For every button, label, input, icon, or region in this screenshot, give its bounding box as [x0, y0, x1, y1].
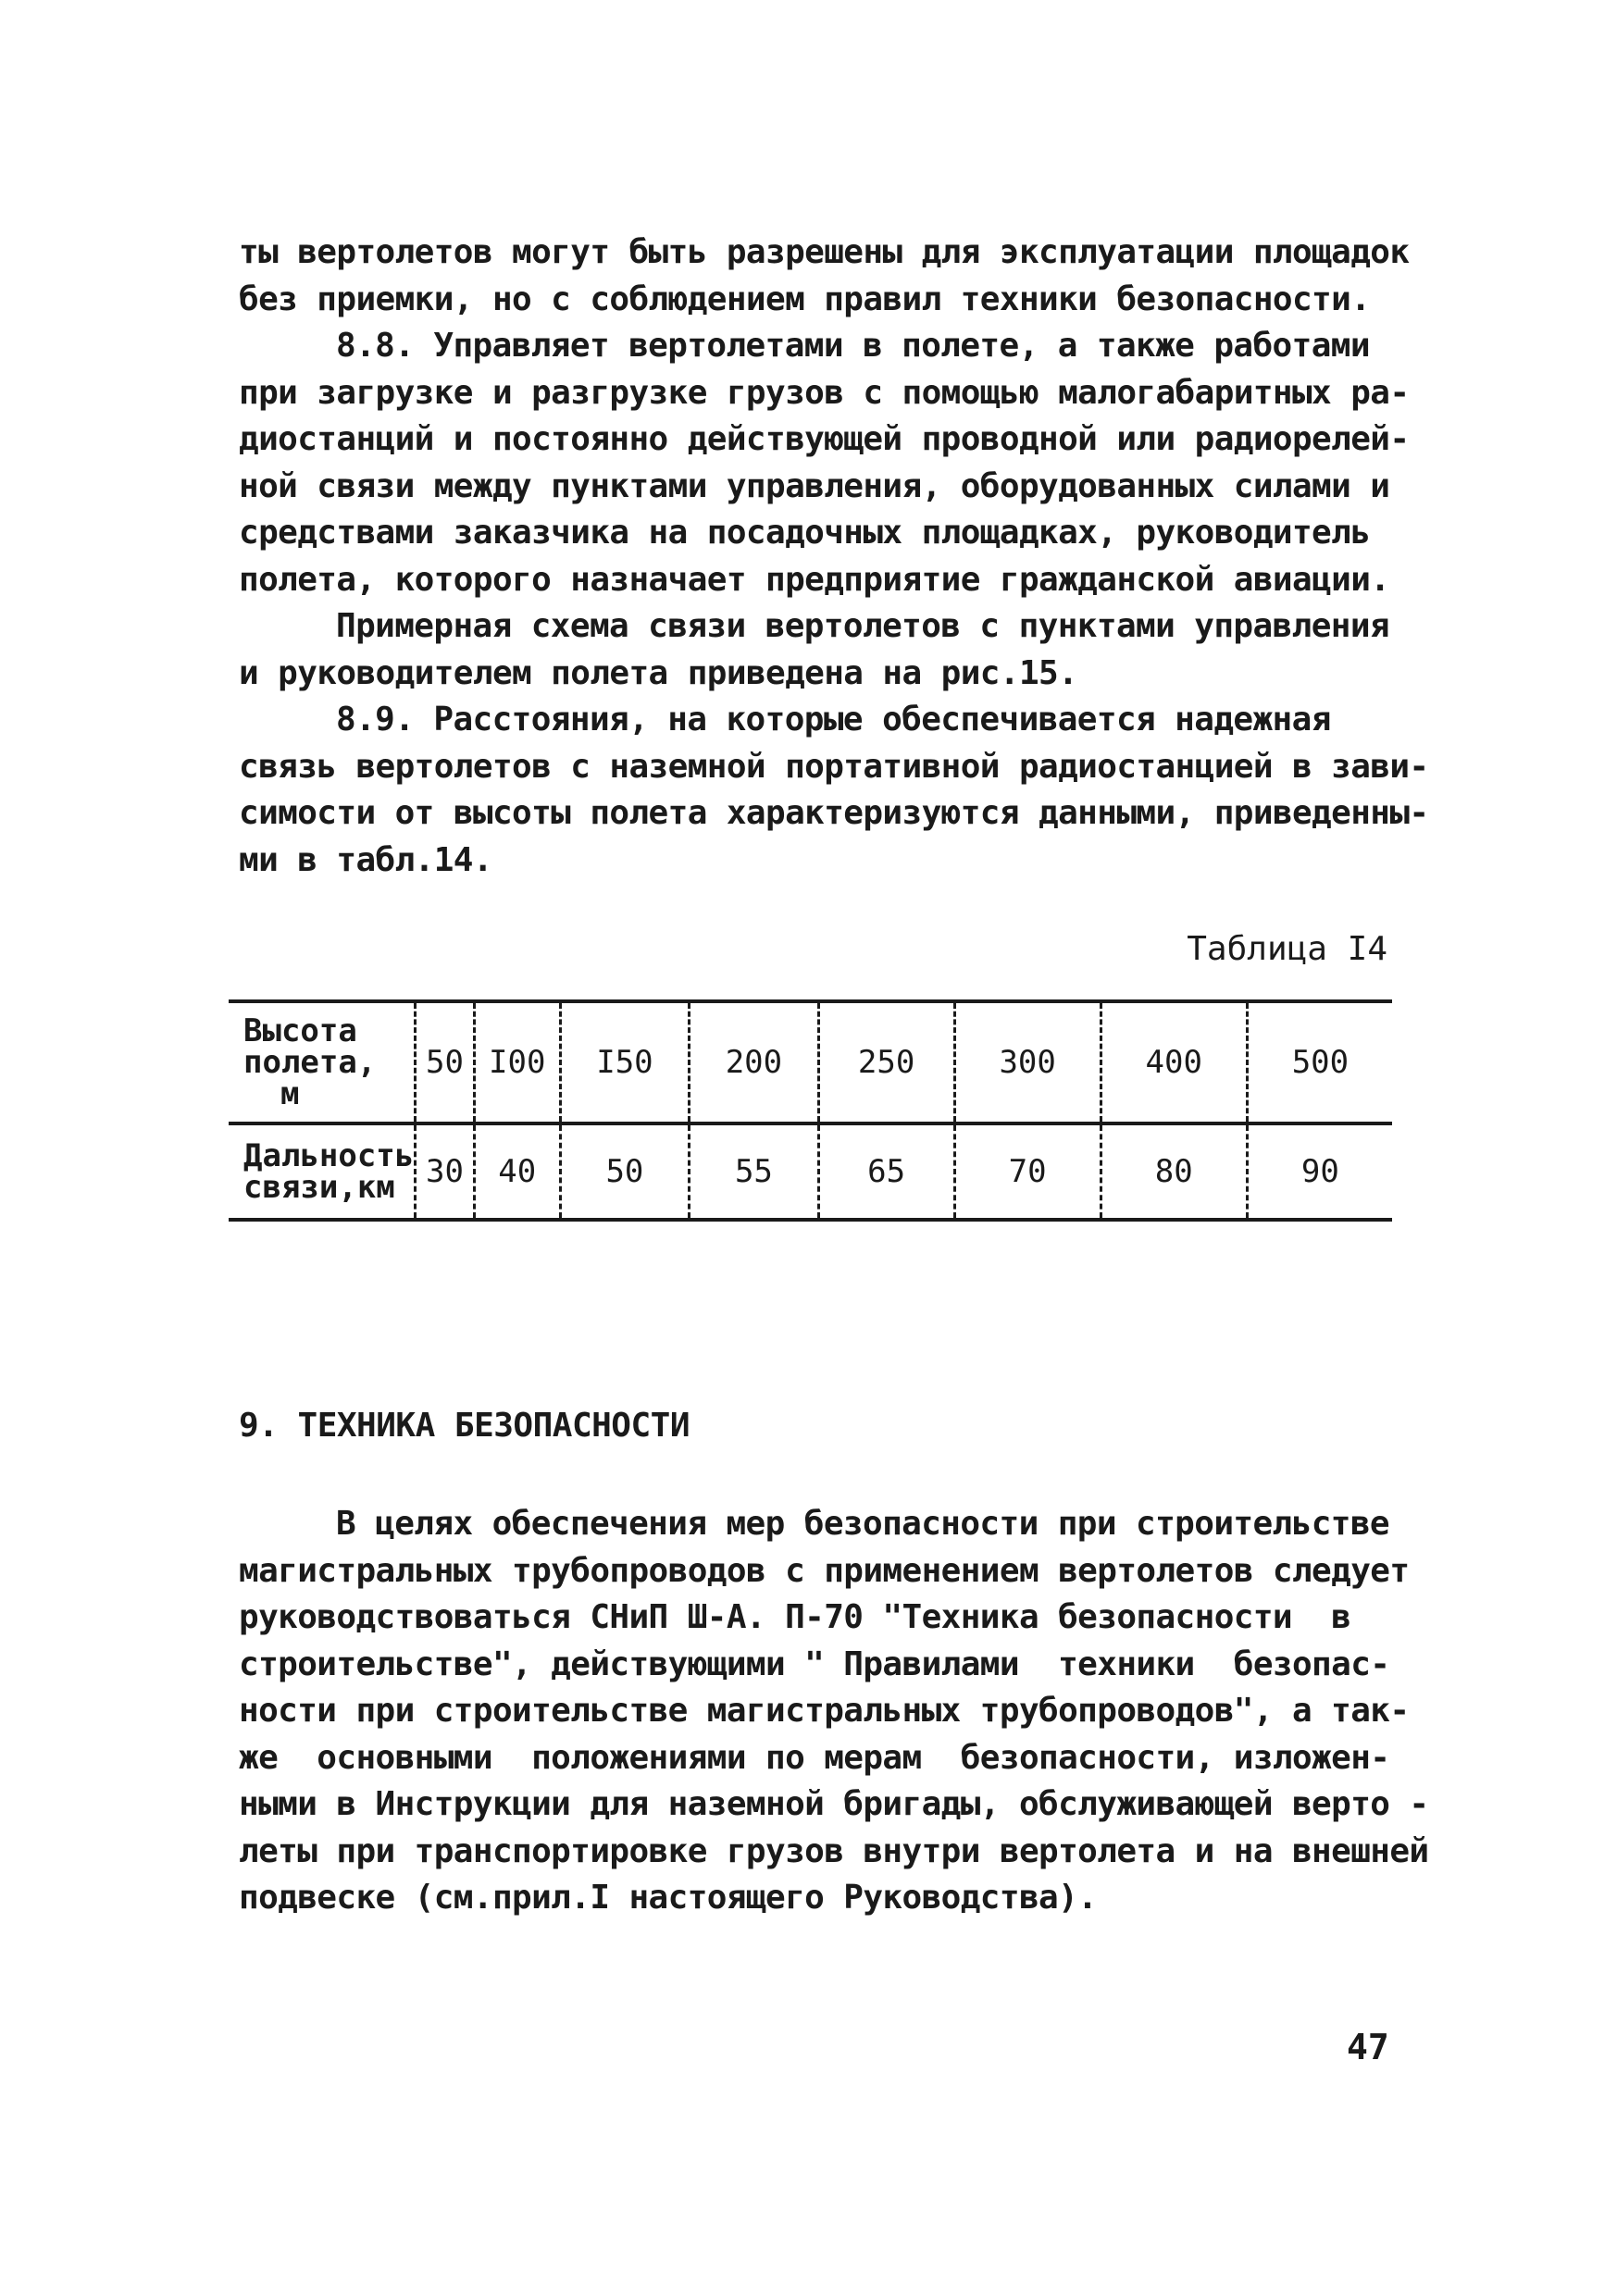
text-line: средствами заказчика на посадочных площадках, руководитель: [239, 514, 1371, 552]
table-cell: 50: [560, 1123, 689, 1220]
text-line: диостанций и постоянно действующей проводной или радиорелей-: [239, 420, 1410, 458]
table-cell: 300: [954, 1001, 1101, 1123]
text-line: симости от высоты полета характеризуются данными, приведенны-: [239, 794, 1429, 832]
text-line: леты при транспортировке грузов внутри вертолета и на внешней: [239, 1831, 1429, 1870]
paragraph-scheme: [239, 603, 1396, 697]
table-cell: 65: [818, 1123, 954, 1220]
table-cell: 250: [818, 1001, 954, 1123]
row-header: [229, 1123, 416, 1220]
table-cell: I50: [560, 1001, 689, 1123]
table-row: [229, 1001, 1392, 1123]
text-line: магистральных трубопроводов с применением вертолетов следует: [239, 1551, 1410, 1590]
table-row: [229, 1123, 1392, 1220]
text-line: ности при строительстве магистральных трубопроводов", а так-: [239, 1692, 1410, 1730]
data-table: [229, 999, 1392, 1222]
text-line: ной связи между пунктами управления, оборудованных силами и: [239, 466, 1390, 505]
paragraph-continuation: [239, 230, 1410, 323]
header-line: м: [280, 1075, 300, 1112]
text-line: В целях обеспечения мер безопасности при строительстве: [336, 1505, 1389, 1543]
table-cell: 55: [690, 1123, 818, 1220]
header-line: Высота: [243, 1012, 357, 1049]
table-cell: 80: [1101, 1123, 1247, 1220]
text-line: строительстве", действующими " Правилами техники безопас-: [239, 1644, 1390, 1683]
text-line: и руководителем полета приведена на рис.15.: [239, 653, 1078, 692]
text-line: ты вертолетов могут быть разрешены для эксплуатации площадок: [239, 233, 1410, 271]
table-cell: 400: [1101, 1001, 1247, 1123]
table-cell: 500: [1247, 1001, 1392, 1123]
text-line: подвеске (см.прил.I настоящего Руководства).: [239, 1879, 1098, 1917]
header-line: связи,км: [243, 1169, 395, 1206]
paragraph-safety: [239, 1501, 1429, 1922]
page-number: 47: [1347, 2027, 1389, 2067]
table-cell: 90: [1247, 1123, 1392, 1220]
text-line: Примерная схема связи вертолетов с пунктами управления: [336, 607, 1389, 645]
text-line: ми в табл.14.: [239, 840, 492, 879]
table-cell: 200: [690, 1001, 818, 1123]
table-cell: 70: [954, 1123, 1101, 1220]
header-line: Дальность: [243, 1137, 415, 1174]
table-caption: Таблица I4: [1187, 930, 1387, 968]
paragraph-8-8: [239, 323, 1410, 603]
text-line: же основными положениями по мерам безопасности, изложен-: [239, 1738, 1390, 1777]
text-line: руководствоваться СНиП Ш-А. П-70 "Техника безопасности в: [239, 1598, 1351, 1636]
table-cell: I00: [474, 1001, 560, 1123]
table-cell: 40: [474, 1123, 560, 1220]
text-line: полета, которого назначает предприятие гражданской авиации.: [239, 560, 1390, 599]
header-line: полета,: [243, 1044, 377, 1081]
table-cell: 30: [416, 1123, 475, 1220]
section-title: 9. ТЕХНИКА БЕЗОПАСНОСТИ: [239, 1407, 690, 1445]
text-line: ными в Инструкции для наземной бригады, обслуживающей верто -: [239, 1785, 1429, 1823]
text-line: без приемки, но с соблюдением правил техники безопасности.: [239, 279, 1371, 318]
table-cell: 50: [416, 1001, 475, 1123]
row-header: [229, 1001, 416, 1123]
text-line: 8.9. Расстояния, на которые обеспечивается надежная: [336, 701, 1331, 738]
text-line: 8.8. Управляет вертолетами в полете, а также работами: [336, 327, 1370, 365]
text-line: связь вертолетов с наземной портативной радиостанцией в зави-: [239, 747, 1429, 786]
text-line: при загрузке и разгрузке грузов с помощью малогабаритных ра-: [239, 373, 1410, 412]
paragraph-8-9: [239, 697, 1429, 884]
